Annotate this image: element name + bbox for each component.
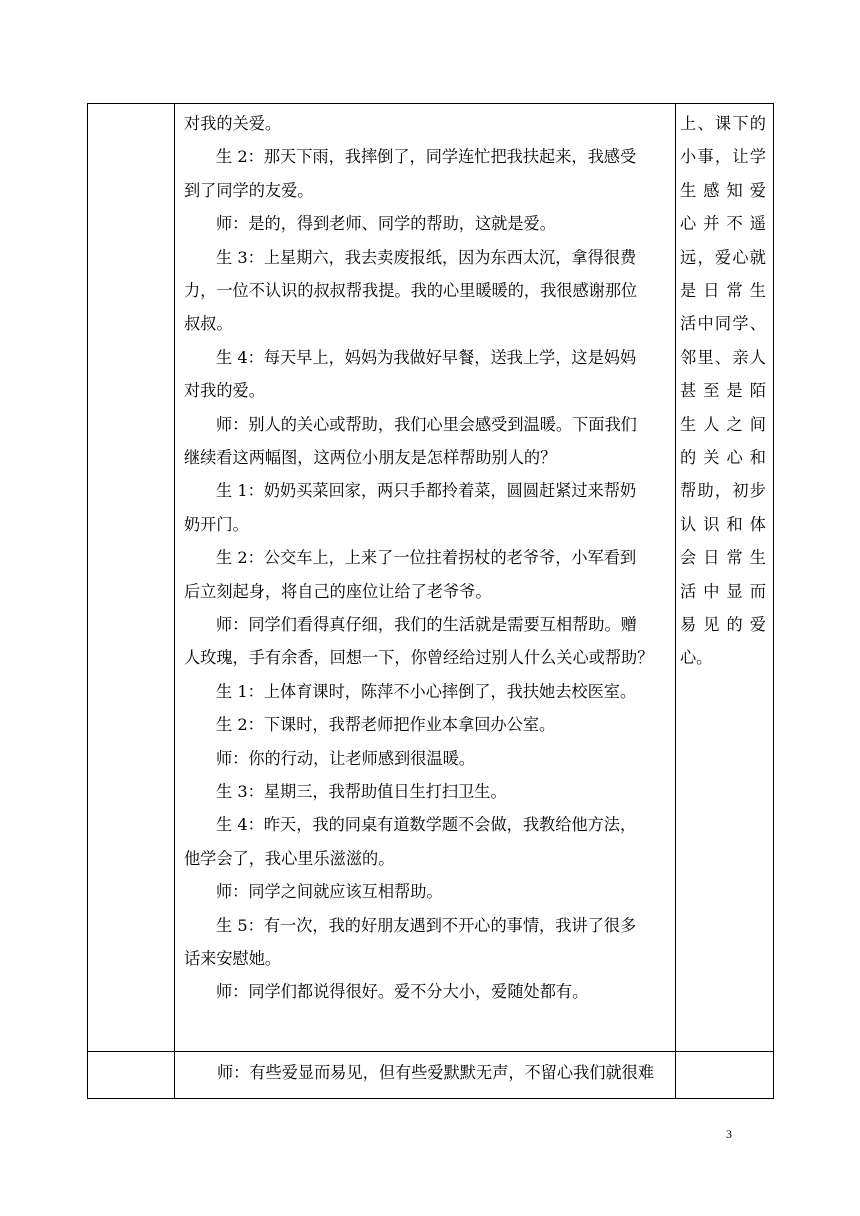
dialogue-line: 后立刻起身，将自己的座位让给了老爷爷。 bbox=[184, 581, 492, 601]
dialogue-line: 叔叔。 bbox=[184, 314, 233, 334]
dialogue-line: 生 4：每天早上，妈妈为我做好早餐，送我上学，这是妈妈 bbox=[216, 347, 637, 367]
dialogue-line: 师：别人的关心或帮助，我们心里会感受到温暖。下面我们 bbox=[216, 414, 637, 434]
design-note-line: 帮助，初步 bbox=[680, 481, 766, 501]
dialogue-line: 生 3：星期三，我帮助值日生打扫卫生。 bbox=[216, 782, 507, 801]
dialogue-line: 生 5：有一次，我的好朋友遇到不开心的事情，我讲了很多 bbox=[216, 915, 637, 935]
design-note-line: 甚至是陌 bbox=[680, 381, 766, 401]
dialogue-line: 对我的关爱。 bbox=[184, 114, 282, 133]
design-note-line: 易见的爱 bbox=[680, 615, 766, 634]
dialogue-line: 师：你的行动，让老师感到很温暖。 bbox=[216, 748, 475, 768]
dialogue-line: 生 1：上体育课时，陈萍不小心摔倒了，我扶她去校医室。 bbox=[216, 681, 637, 701]
dialogue-line: 他学会了，我心里乐滋滋的。 bbox=[184, 848, 395, 868]
design-note-line: 邻里、亲人 bbox=[680, 347, 766, 367]
design-note-line: 心。 bbox=[680, 648, 713, 668]
dialogue-line: 到了同学的友爱。 bbox=[184, 180, 314, 200]
bottom-row-text: 师：有些爱显而易见，但有些爱默默无声，不留心我们就很难 bbox=[217, 1063, 655, 1082]
dialogue-line: 师：是的，得到老师、同学的帮助，这就是爱。 bbox=[216, 214, 556, 234]
dialogue-line: 力，一位不认识的叔叔帮我提。我的心里暖暖的，我很感谢那位 bbox=[184, 281, 638, 300]
dialogue-line: 人玫瑰，手有余香，回想一下，你曾经给过别人什么关心或帮助？ bbox=[184, 648, 654, 668]
design-note-line: 的关心和 bbox=[680, 448, 766, 467]
design-note-line: 上、课下的 bbox=[680, 114, 766, 133]
design-note-line: 小事，让学 bbox=[680, 147, 766, 167]
design-note-line: 认识和体 bbox=[680, 514, 766, 534]
dialogue-line: 生 4：昨天，我的同桌有道数学题不会做，我教给他方法， bbox=[216, 815, 637, 835]
dialogue-line: 师：同学们都说得很好。爱不分大小，爱随处都有。 bbox=[216, 982, 589, 1002]
dialogue-line: 师：同学之间就应该互相帮助。 bbox=[216, 882, 443, 902]
dialogue-line: 对我的爱。 bbox=[184, 381, 265, 401]
dialogue-line: 生 2：那天下雨，我摔倒了，同学连忙把我扶起来，我感受 bbox=[216, 147, 637, 167]
design-note-line: 生感知爱 bbox=[680, 180, 766, 200]
design-note-line: 活中同学、 bbox=[680, 314, 766, 334]
dialogue-line: 生 3：上星期六，我去卖废报纸，因为东西太沉，拿得很费 bbox=[216, 247, 637, 267]
dialogue-line: 继续看这两幅图，这两位小朋友是怎样帮助别人的？ bbox=[184, 448, 557, 467]
dialogue-line: 生 2：下课时，我帮老师把作业本拿回办公室。 bbox=[216, 715, 556, 735]
design-note-line: 活中显而 bbox=[680, 581, 766, 601]
row-divider bbox=[88, 1051, 773, 1052]
design-note-line: 远，爱心就 bbox=[680, 247, 766, 267]
design-note-line: 心并不遥 bbox=[680, 214, 766, 234]
dialogue-line: 奶开门。 bbox=[184, 514, 249, 534]
dialogue-line: 话来安慰她。 bbox=[184, 949, 282, 968]
lesson-table bbox=[87, 103, 774, 1099]
design-note-line: 生人之间 bbox=[680, 414, 766, 434]
page-number: 3 bbox=[726, 1127, 732, 1141]
dialogue-column bbox=[174, 104, 675, 1051]
dialogue-line: 生 1：奶奶买菜回家，两只手都拎着菜，圆圆赶紧过来帮奶 bbox=[216, 481, 637, 501]
dialogue-line: 师：同学们看得真仔细，我们的生活就是需要互相帮助。赠 bbox=[216, 615, 637, 634]
design-note-column bbox=[675, 104, 773, 1051]
dialogue-line: 生 2：公交车上，上来了一位拄着拐杖的老爷爷，小军看到 bbox=[216, 548, 637, 568]
design-note-line: 会日常生 bbox=[680, 548, 766, 568]
design-note-line: 是日常生 bbox=[680, 281, 766, 300]
